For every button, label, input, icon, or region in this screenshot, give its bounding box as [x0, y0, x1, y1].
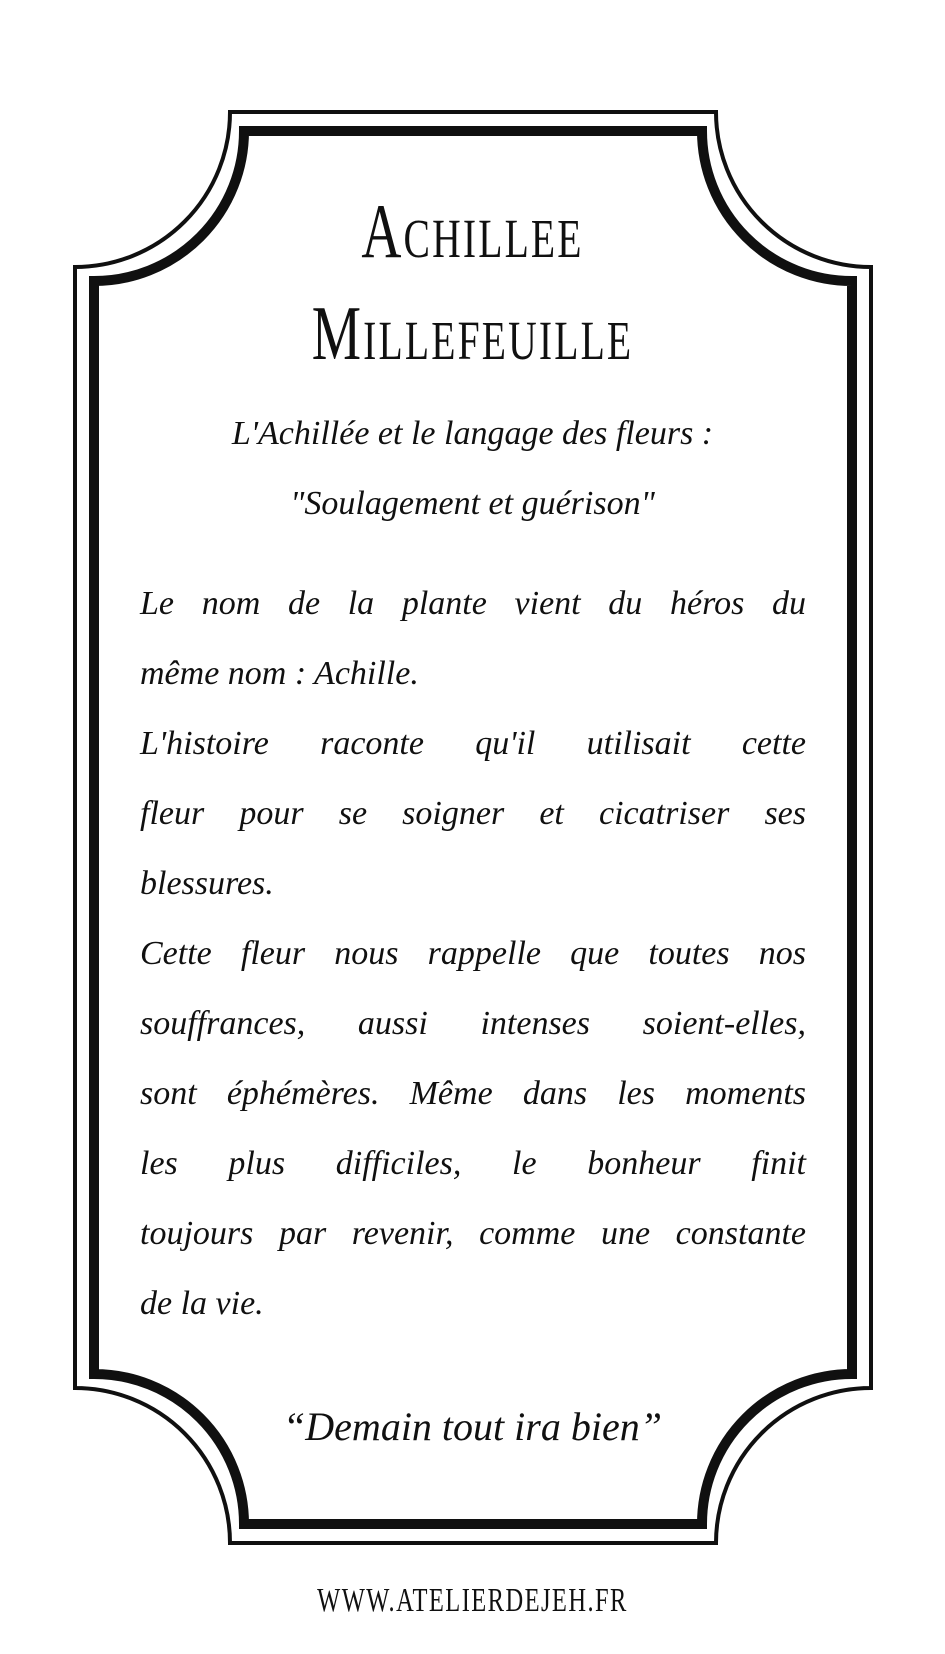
website-url: WWW.ATELIERDEJEH.FR	[317, 1582, 628, 1619]
subtitle-line-2: "Soulagement et guérison"	[290, 485, 655, 522]
body-line: souffrances, aussi intenses soient-elles,	[140, 1005, 806, 1042]
body-line: blessures.	[140, 865, 274, 902]
title-line-1: ACHILLEE	[361, 188, 584, 274]
body-line: fleur pour se soigner et cicatriser ses	[140, 795, 806, 832]
title-line-2: MILLEFEUILLE	[311, 290, 634, 376]
body-line: sont éphémères. Même dans les moments	[140, 1075, 806, 1112]
plant-title	[0, 184, 945, 388]
flower-language-subtitle	[0, 399, 945, 539]
body-line: toujours par revenir, comme une constante	[140, 1215, 806, 1252]
closing-quote: “Demain tout ira bien”	[283, 1404, 662, 1449]
body-line: Cette fleur nous rappelle que toutes nos	[140, 935, 806, 972]
body-line: Le nom de la plante vient du héros du	[140, 585, 806, 622]
body-line: de la vie.	[140, 1285, 264, 1322]
body-text	[140, 569, 806, 1339]
body-line: même nom : Achille.	[140, 655, 419, 692]
body-line: L'histoire raconte qu'il utilisait cette	[140, 725, 806, 762]
body-line: les plus difficiles, le bonheur finit	[140, 1145, 806, 1182]
subtitle-line-1: L'Achillée et le langage des fleurs :	[231, 415, 714, 452]
